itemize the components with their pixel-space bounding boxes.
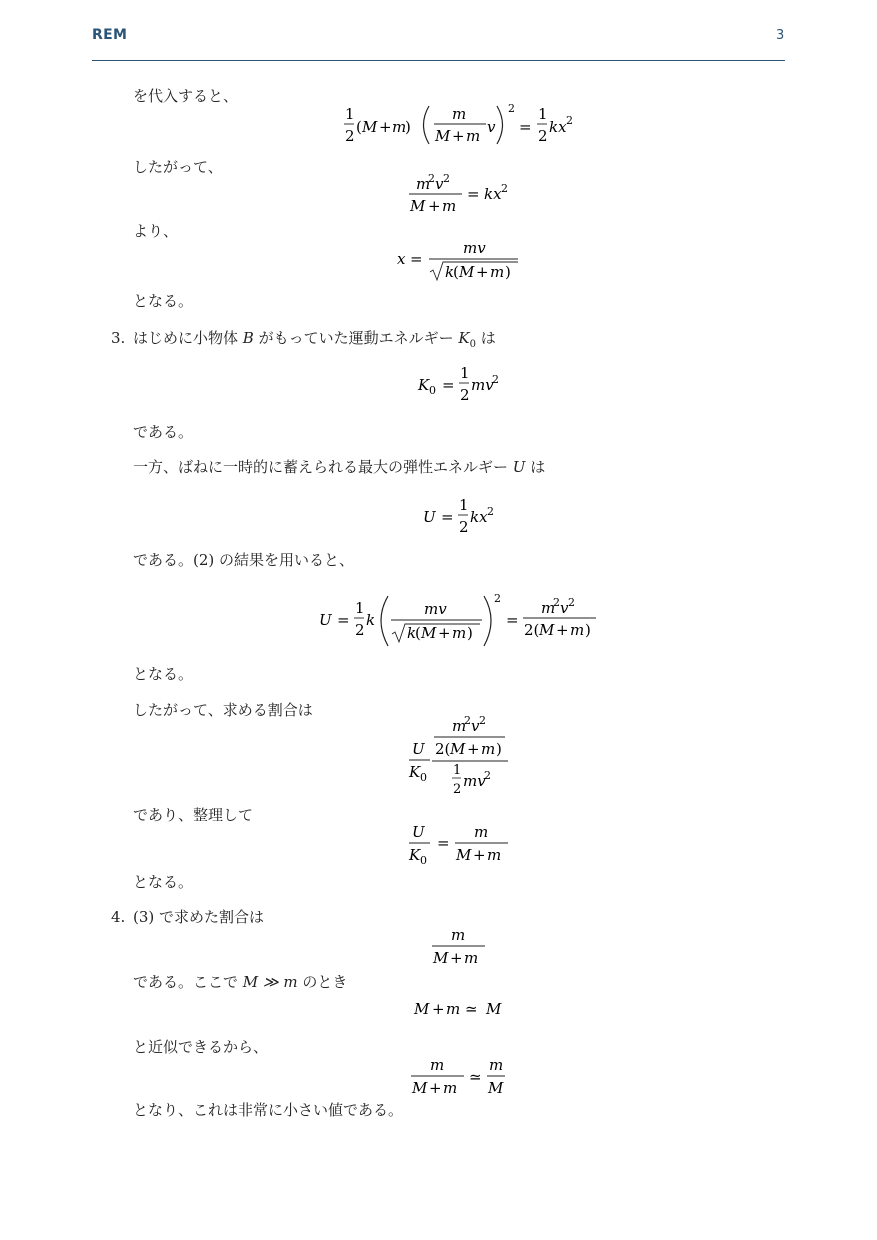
svg-text:mv: mv xyxy=(424,600,447,618)
svg-text:(: ( xyxy=(356,118,362,136)
svg-text:1: 1 xyxy=(355,599,365,617)
text-required-ratio: したがって、求める割合は xyxy=(133,701,313,719)
svg-text:0: 0 xyxy=(420,854,427,867)
svg-text:2: 2 xyxy=(453,782,462,797)
text-conclusion: となり、これは非常に小さい値である。 xyxy=(133,1101,404,1119)
svg-text:2: 2 xyxy=(484,769,491,782)
equation-ratio-approx xyxy=(0,1054,877,1098)
svg-text:M: M xyxy=(410,197,426,215)
svg-text:(: ( xyxy=(415,624,421,642)
svg-text:=: = xyxy=(442,376,455,394)
text-elastic-energy: 一方、ばねに一時的に蓄えられる最大の弾性エネルギー U は xyxy=(133,458,546,476)
svg-text:2: 2 xyxy=(355,621,365,639)
svg-text:2: 2 xyxy=(345,127,355,145)
svg-text:): ) xyxy=(467,624,473,642)
svg-text:≃: ≃ xyxy=(465,1000,478,1018)
svg-text:v: v xyxy=(471,717,480,735)
svg-text:M: M xyxy=(488,1079,504,1097)
svg-text:≃: ≃ xyxy=(469,1068,482,1086)
text-becomes-1: となる。 xyxy=(133,292,194,310)
svg-text:m: m xyxy=(416,175,431,193)
svg-text:K: K xyxy=(409,846,421,864)
svg-text:+: + xyxy=(450,949,463,967)
svg-text:+: + xyxy=(438,624,451,642)
svg-text:M: M xyxy=(539,621,555,639)
page-number: 3 xyxy=(776,28,785,43)
svg-text:m: m xyxy=(474,823,489,841)
svg-text:0: 0 xyxy=(429,384,436,397)
svg-text:K: K xyxy=(409,763,421,781)
svg-text:2: 2 xyxy=(443,172,450,185)
svg-text:U: U xyxy=(423,508,436,526)
equation-approx-mass xyxy=(0,996,877,1022)
svg-text:2: 2 xyxy=(459,518,469,536)
svg-text:m: m xyxy=(490,263,505,281)
svg-text:): ) xyxy=(585,621,591,639)
text-using-result-2: である。(2) の結果を用いると、 xyxy=(133,551,355,569)
svg-text:v: v xyxy=(435,175,444,193)
equation-ratio-final xyxy=(0,820,877,868)
svg-text:2: 2 xyxy=(460,386,470,404)
math-K0: $K_0$ xyxy=(458,329,476,350)
svg-text:M: M xyxy=(412,1079,428,1097)
text-approximation: と近似できるから、 xyxy=(133,1038,269,1056)
svg-text:kx: kx xyxy=(484,185,502,203)
item-3-line xyxy=(133,331,496,350)
svg-text:M: M xyxy=(362,118,378,136)
equation-simplified xyxy=(0,170,877,216)
svg-text:2: 2 xyxy=(566,114,573,127)
document-title: REM xyxy=(92,27,128,43)
svg-text:m: m xyxy=(487,846,502,864)
text-therefore-1: したがって、 xyxy=(133,158,223,176)
svg-text:2(: 2( xyxy=(524,621,540,639)
svg-text:m: m xyxy=(446,1000,461,1018)
svg-text:m: m xyxy=(451,926,466,944)
svg-text:2: 2 xyxy=(428,172,435,185)
svg-text:2: 2 xyxy=(553,596,560,609)
svg-text:m: m xyxy=(489,1056,504,1074)
svg-text:U: U xyxy=(319,611,332,629)
svg-text:0: 0 xyxy=(420,771,427,784)
item-4-text: (3) で求めた割合は xyxy=(133,908,265,926)
equation-elastic-energy xyxy=(0,494,877,540)
text-rearranging: であり、整理して xyxy=(133,806,254,824)
svg-text:=: = xyxy=(410,250,423,268)
svg-text:+: + xyxy=(429,1079,442,1097)
header-rule xyxy=(92,60,785,61)
svg-text:+: + xyxy=(428,197,441,215)
svg-text:M: M xyxy=(486,1000,502,1018)
svg-text:1: 1 xyxy=(453,763,462,778)
svg-text:k: k xyxy=(407,624,417,642)
svg-text:(: ( xyxy=(453,263,459,281)
svg-text:m: m xyxy=(466,127,481,145)
equation-U-substituted xyxy=(0,588,877,650)
svg-text:m: m xyxy=(442,197,457,215)
svg-text:): ) xyxy=(496,740,502,758)
svg-text:+: + xyxy=(473,846,486,864)
svg-text:1: 1 xyxy=(538,105,548,123)
svg-text:=: = xyxy=(506,611,519,629)
svg-text:kx: kx xyxy=(470,508,488,526)
svg-text:M: M xyxy=(435,127,451,145)
item-3-text-c: は xyxy=(480,329,496,347)
svg-text:2: 2 xyxy=(479,714,486,727)
svg-text:+: + xyxy=(467,740,480,758)
svg-text:2: 2 xyxy=(508,102,515,115)
math-M-much-greater-m: M ≫ m xyxy=(242,973,298,991)
equation-kinetic-energy xyxy=(0,362,877,408)
svg-text:=: = xyxy=(441,508,454,526)
svg-text:M: M xyxy=(459,263,475,281)
svg-text:U: U xyxy=(412,823,425,841)
svg-text:=: = xyxy=(337,611,350,629)
svg-text:2: 2 xyxy=(464,714,471,727)
svg-text:m: m xyxy=(452,624,467,642)
svg-text:M: M xyxy=(456,846,472,864)
svg-text:kx: kx xyxy=(549,118,567,136)
math-U: U xyxy=(512,458,526,476)
svg-text:x: x xyxy=(397,250,406,268)
svg-text:=: = xyxy=(437,834,450,852)
svg-text:m: m xyxy=(481,740,496,758)
svg-text:=: = xyxy=(519,118,532,136)
svg-text:M: M xyxy=(421,624,437,642)
svg-text:mv: mv xyxy=(463,239,486,257)
text-substitute: を代入すると、 xyxy=(133,87,239,105)
math-B: B xyxy=(242,329,254,347)
svg-text:k: k xyxy=(445,263,455,281)
equation-energy-conservation xyxy=(0,100,877,150)
svg-text:2: 2 xyxy=(568,596,575,609)
svg-text:m: m xyxy=(464,949,479,967)
svg-text:+: + xyxy=(379,118,392,136)
svg-text:m: m xyxy=(570,621,585,639)
svg-text:2(: 2( xyxy=(435,740,451,758)
svg-text:1: 1 xyxy=(345,105,355,123)
svg-text:+: + xyxy=(476,263,489,281)
svg-text:m: m xyxy=(541,599,556,617)
text-is-1: である。 xyxy=(133,423,194,441)
item-number-3: 3. xyxy=(111,329,126,347)
text-from: より、 xyxy=(133,222,179,240)
svg-text:2: 2 xyxy=(492,373,499,386)
svg-text:=: = xyxy=(467,185,480,203)
svg-text:m: m xyxy=(452,105,467,123)
svg-text:U: U xyxy=(412,740,425,758)
svg-text:M: M xyxy=(450,740,466,758)
svg-text:m: m xyxy=(443,1079,458,1097)
svg-text:+: + xyxy=(556,621,569,639)
svg-text:1: 1 xyxy=(459,496,469,514)
svg-text:2: 2 xyxy=(487,505,494,518)
equation-ratio-raw xyxy=(0,712,877,802)
equation-x xyxy=(0,236,877,286)
item-number-4: 4. xyxy=(111,908,126,926)
svg-text:+: + xyxy=(432,1000,445,1018)
text-becomes-3: となる。 xyxy=(133,873,194,891)
item-3-text-a: はじめに小物体 xyxy=(133,329,239,347)
svg-text:2: 2 xyxy=(538,127,548,145)
item-3-text-b: がもっていた運動エネルギー xyxy=(258,329,454,347)
text-condition: である。ここで M ≫ m のとき xyxy=(133,973,348,991)
svg-text:M: M xyxy=(414,1000,430,1018)
svg-text:m: m xyxy=(392,118,407,136)
svg-text:M: M xyxy=(433,949,449,967)
svg-text:+: + xyxy=(452,127,465,145)
svg-text:v: v xyxy=(560,599,569,617)
svg-text:k: k xyxy=(366,611,376,629)
text-becomes-2: となる。 xyxy=(133,665,194,683)
svg-text:K: K xyxy=(418,376,430,394)
svg-text:): ) xyxy=(405,118,411,136)
svg-text:2: 2 xyxy=(494,592,501,605)
svg-text:m: m xyxy=(452,717,467,735)
svg-text:mv: mv xyxy=(463,772,486,790)
svg-text:v: v xyxy=(487,118,496,136)
svg-text:2: 2 xyxy=(501,182,508,195)
equation-ratio-recalled xyxy=(0,924,877,968)
svg-text:): ) xyxy=(505,263,511,281)
svg-text:m: m xyxy=(430,1056,445,1074)
svg-text:mv: mv xyxy=(471,376,494,394)
svg-text:1: 1 xyxy=(460,364,470,382)
